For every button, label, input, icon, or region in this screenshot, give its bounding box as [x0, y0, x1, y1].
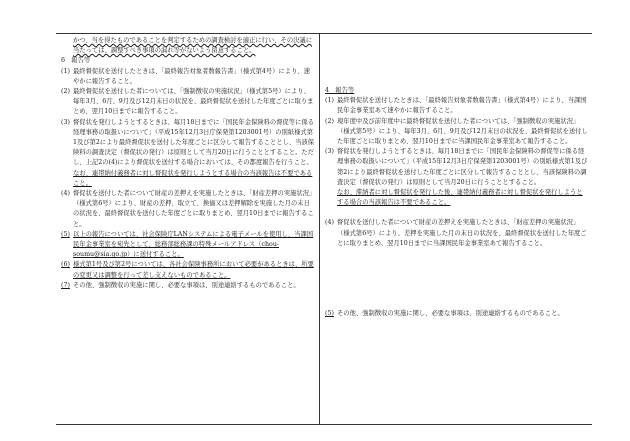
section-heading-left: 6 報告等	[61, 57, 91, 65]
item-left-2	[61, 87, 315, 118]
spacer	[325, 46, 588, 56]
spacer	[325, 289, 588, 299]
heading-text: 4 報告等	[325, 87, 355, 94]
section-heading-right	[325, 86, 588, 96]
item-right-5	[325, 309, 588, 319]
spacer	[325, 279, 588, 289]
item-right-3-note	[325, 188, 588, 208]
item-left-3-note	[61, 169, 315, 189]
item-number: (7)	[61, 281, 70, 289]
item-number: (4)	[61, 190, 70, 198]
item-text: 督促状を送付した者について財産の差押えを実施したときは、「財産差押の実施状況」（様式第6号）により、差押を実施した月の末日の状況を、最終督促状を送付した年度ごとに取りまとめ、翌月10日までに当課国民年金事業室あて報告すること。	[337, 219, 587, 247]
revised-column	[56, 34, 320, 424]
spacer	[325, 208, 588, 218]
item-number: (4)	[325, 219, 334, 227]
item-text: その他、強制徴収の実施に関し、必要な事項は、別途連絡するものであること。	[73, 281, 300, 289]
item-left-3	[61, 118, 315, 169]
item-number: (3)	[61, 118, 70, 126]
intro-paragraph	[61, 36, 315, 56]
item-text: 督促状を送付した者について財産の差押えを実施したときは、「財産差押の実施状況」（様式第6号）により、財産の差押、取立て、換価又は差押解除を実施した月の末日の状況を、最終督促状を送付した年度ごとに取りまとめ、翌月10日までに報告すること。	[73, 190, 314, 228]
item-number: (5)	[61, 230, 70, 238]
item-text: 督促状を発行しようとするときは、毎月18日までに「国民年金保険料の督促等に係る経理事務の取扱いについて」（平成15年12月3日庁保発第1203001号）の別紙様式第1及び第2により最終督促状を送付した年度ごとに区分して報告することとし、当該保険料の調査決定（督促状の発行）は原則として当月20日に行うこととすること。ただし、上記2の(4)により督促状を送付する場合においては、その都度報告を行うこと。	[73, 118, 314, 167]
item-number: (2)	[61, 88, 70, 96]
item-number: (1)	[325, 97, 334, 105]
spacer	[325, 36, 588, 46]
item-text: 最終督促状を送付したときは、「最終報告対象者数報告書」（様式第4号）により、当課国民年金事業室あて速やかに報告すること。	[337, 97, 587, 115]
item-text: 以上の報告については、社会保険庁LANシステムによる電子メールを使用し、当課国民年金事業室を宛先として、総務部総務課の特殊メールアドレス（chou-soumu@sia.go.jp）に送付すること。	[73, 230, 314, 259]
item-right-2	[325, 117, 588, 148]
original-column	[320, 34, 592, 424]
item-text: 現年度中及び前年度中に最終督促状を送付した者については、「強制徴収の実施状況」（様式第5号）により、毎年3月、6月、9月及び12月末日の状況を、最終督促状を送付した年度ごとに取りまとめ、翌月10日までに当課国民年金事業室あて報告すること。	[337, 117, 588, 146]
item-number: (3)	[325, 148, 334, 156]
item-right-3	[325, 147, 588, 188]
spacer	[325, 299, 588, 309]
comparison-table	[56, 33, 592, 425]
spacer	[325, 56, 588, 66]
item-left-5	[61, 230, 315, 261]
item-right-4	[325, 218, 588, 249]
item-left-4	[61, 189, 315, 230]
intro-text: かつ、当を得たものであることを判定するための調査検討を適正に行い、その決議に当たっては、調整すべき事項の漏れ等がないよう留意すること。	[73, 37, 313, 55]
spacer	[325, 76, 588, 86]
item-number: (2)	[325, 117, 334, 125]
spacer	[325, 259, 588, 269]
spacer	[325, 269, 588, 279]
item-number: (5)	[325, 310, 334, 318]
item-number: (1)	[61, 67, 70, 75]
spacer	[325, 249, 588, 259]
item-left-1	[61, 67, 315, 87]
item-left-6	[61, 260, 315, 280]
note-text: なお、連帯納付義務者に対し督促状を発行しようとする場合の当該報告は不要であること。	[73, 169, 313, 187]
note-text: なお、滞納者に対し督促状を発行した後、連帯納付義務者に対し督促状を発行しようとする場合の当該報告は不要であること。	[337, 189, 583, 207]
item-text: 最終督促状を送付した者については、「強制徴収の実施状況」（様式第5号）により、毎年3月、6月、9月及び12月末日の状況を、最終督促状を送付した年度ごとに取りまとめ、翌月10日までに報告すること。	[73, 88, 314, 116]
item-text: 最終督促状を送付したときは、「最終報告対象者数報告書」（様式第4号）により、速やかに報告すること。	[73, 67, 310, 85]
item-text: 督促状を発行しようとするときは、毎月18日までに「国民年金保険料の督促等に係る経理事務の取扱いについて」（平成15年12月3日庁保発第1203001号）の別紙様式第1及び第2により最終督促状を送付した年度ごとに区分して報告することとし、当該保険料の調査決定（督促状の発行）は原則として当月20日に行うこととすること。	[337, 148, 588, 186]
item-left-7	[61, 281, 315, 291]
item-text: 様式第1号及び第2号については、各社会保険事務所において必要があるときは、所要の変更又は調整を行って差し支えないものであること。	[73, 261, 314, 279]
item-right-1	[325, 96, 588, 116]
spacer	[325, 66, 588, 76]
item-text: その他、強制徴収の実施に関し、必要な事項は、別途連絡するものであること。	[337, 310, 564, 318]
item-number: (6)	[61, 261, 70, 269]
